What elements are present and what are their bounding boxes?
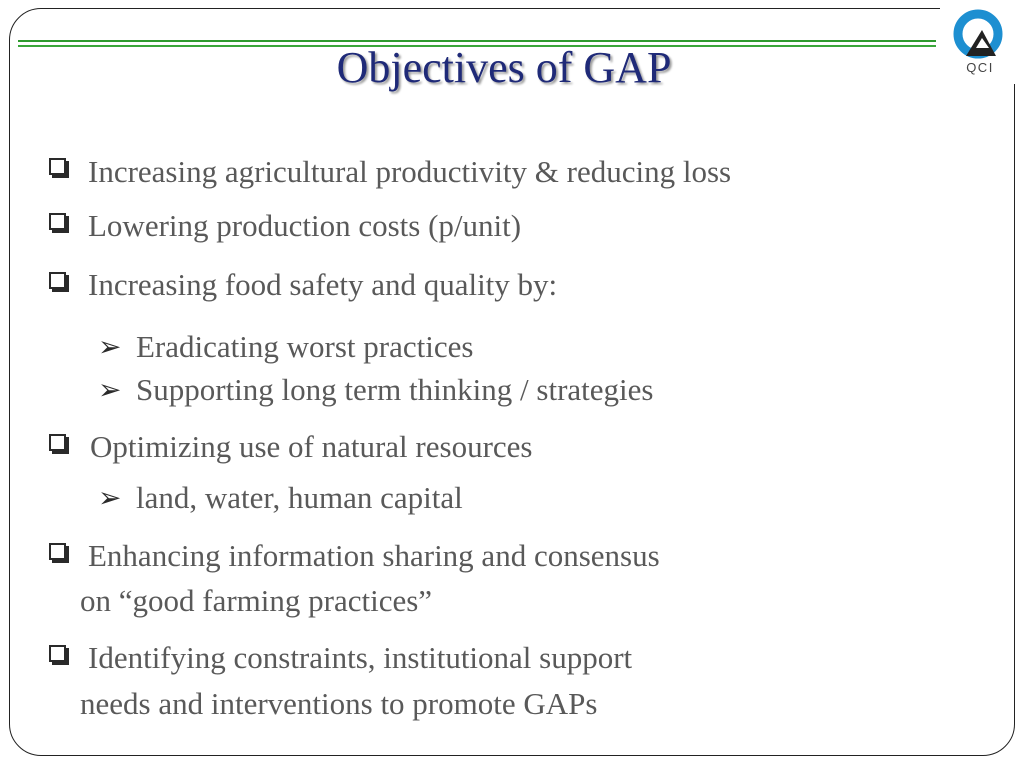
bullet-item: Lowering production costs (p/unit) [88,208,522,243]
bullet-item: Increasing food safety and quality by: [88,267,558,302]
arrow-bullet-icon: ➢ [98,375,122,406]
slide-title: Objectives of GAP [336,43,672,92]
sub-bullet-item: land, water, human capital [136,480,463,515]
bullet-item: Increasing agricultural productivity & reducing loss [88,154,732,189]
sub-bullet-item: Supporting long term thinking / strategies [136,372,654,407]
checkbox-square-icon [49,158,66,175]
checkbox-square-icon [49,645,66,662]
bullet-item: Identifying constraints, institutional support [88,640,633,675]
checkbox-square-icon [49,434,66,451]
bullet-item-continuation: on “good farming practices” [80,583,433,618]
logo-text: QCI [966,60,994,75]
bullet-item: Enhancing information sharing and consensus [88,538,660,573]
bullet-item-continuation: needs and interventions to promote GAPs [80,686,598,721]
arrow-bullet-icon: ➢ [98,332,122,363]
checkbox-square-icon [49,213,66,230]
checkbox-square-icon [49,543,66,560]
bullet-item: Optimizing use of natural resources [90,429,533,464]
arrow-bullet-icon: ➢ [98,483,122,514]
sub-bullet-item: Eradicating worst practices [136,329,474,364]
checkbox-square-icon [49,272,66,289]
